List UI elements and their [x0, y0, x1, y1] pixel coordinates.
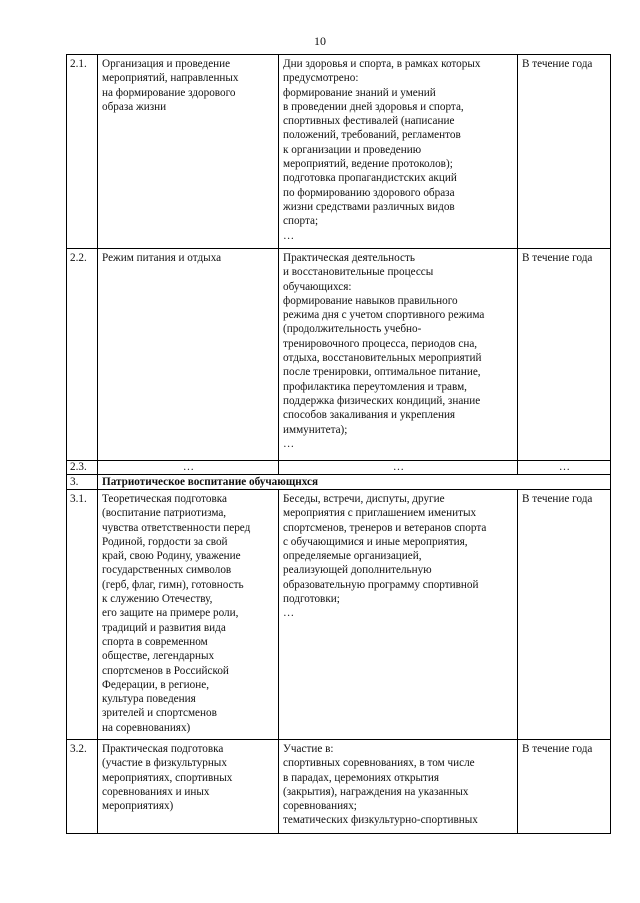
table-row — [67, 475, 611, 490]
cell-line: край, свою Родину, уважение — [102, 550, 241, 563]
row-number: 2.2. — [67, 249, 98, 461]
cell-line: соревнованиях и иных — [102, 785, 210, 798]
cell-line: (продолжительность учебно- — [283, 323, 422, 336]
cell-line: отдыха, восстановительных мероприятий — [283, 352, 482, 365]
cell-line: Беседы, встречи, диспуты, другие — [283, 493, 445, 505]
cell-line: тренировочного процесса, периодов сна, — [283, 337, 478, 350]
activity-period: … — [518, 461, 611, 475]
cell-line: к служению Отечеству, — [102, 593, 213, 606]
cell-line: его защите на примере роли, — [102, 607, 239, 620]
cell-line: жизни средствами различных видов — [283, 200, 455, 213]
cell-line: (герб, флаг, гимн), готовность — [102, 578, 244, 591]
plan-table — [66, 54, 611, 834]
row-number: 2.3. — [67, 461, 98, 475]
cell-line: культура поведения — [102, 693, 196, 706]
cell-line: (закрытия), награждения на указанных — [283, 785, 469, 798]
cell-line: зрителей и спортсменов — [102, 707, 217, 720]
cell-line: Участие в: — [283, 743, 334, 755]
cell-line: спорта в современном — [102, 635, 208, 648]
activity-content: … — [279, 461, 518, 475]
cell-line: по формированию здорового образа — [283, 186, 455, 199]
cell-line: определяемые организацией, — [283, 550, 422, 563]
activity-period: В течение года — [518, 55, 611, 249]
activity-name: … — [98, 461, 279, 475]
cell-line: положений, требований, регламентов — [283, 129, 461, 142]
cell-line: на соревнованиях) — [102, 721, 191, 734]
row-number: 2.1. — [67, 55, 98, 249]
cell-line: традиций и развития вида — [102, 621, 226, 634]
cell-line: мероприятий, направленных — [102, 72, 239, 85]
table-row — [67, 249, 611, 461]
cell-line: спорта; — [283, 215, 319, 228]
cell-line: формирование навыков правильного — [283, 294, 458, 307]
activity-content — [279, 55, 518, 249]
cell-line: мероприятиях) — [102, 800, 174, 813]
cell-line: подготовка пропагандистских акций — [283, 172, 457, 185]
cell-line: поддержка физических кондиций, знание — [283, 394, 481, 407]
cell-line: … — [283, 437, 295, 450]
cell-line: мероприятиях, спортивных — [102, 771, 233, 784]
cell-line: после тренировки, оптимальное питание, — [283, 366, 481, 379]
cell-line: спортсменов, тренеров и ветеранов спорта — [283, 521, 487, 534]
row-number: 3.2. — [67, 740, 98, 834]
activity-name — [98, 490, 279, 740]
activity-content — [279, 249, 518, 461]
cell-line: подготовки; — [283, 593, 340, 606]
cell-line: соревнованиях; — [283, 800, 357, 813]
cell-line: образа жизни — [102, 100, 167, 113]
cell-line: Родиной, гордости за свой — [102, 535, 228, 548]
cell-line: Федерации, в регионе, — [102, 678, 209, 691]
page-number: 10 — [314, 34, 326, 48]
activity-period: В течение года — [518, 249, 611, 461]
cell-line: Организация и проведение — [102, 58, 231, 70]
cell-line: с обучающимися и иные мероприятия, — [283, 535, 468, 548]
cell-line: Теоретическая подготовка — [102, 493, 227, 505]
cell-line: в парадах, церемониях открытия — [283, 771, 440, 784]
cell-line: обществе, легендарных — [102, 650, 215, 663]
cell-line: предусмотрено: — [283, 72, 359, 85]
cell-line: (воспитание патриотизма, — [102, 507, 227, 520]
cell-line: и восстановительные процессы — [283, 266, 434, 279]
cell-line: (участие в физкультурных — [102, 757, 227, 770]
activity-name — [98, 740, 279, 834]
cell-line: обучающихся: — [283, 280, 352, 293]
cell-line: профилактика переутомления и травм, — [283, 380, 467, 393]
cell-line: образовательную программу спортивной — [283, 578, 479, 591]
row-number: 3. — [67, 475, 98, 490]
cell-line: … — [283, 607, 295, 620]
cell-line: спортивных соревнованиях, в том числе — [283, 757, 475, 770]
cell-line: формирование знаний и умений — [283, 86, 436, 99]
cell-line: режима дня с учетом спортивного режима — [283, 309, 485, 322]
cell-line: на формирование здорового — [102, 86, 236, 99]
table-row — [67, 490, 611, 740]
row-number: 3.1. — [67, 490, 98, 740]
cell-line: Дни здоровья и спорта, в рамках которых — [283, 58, 481, 70]
cell-line: способов закаливания и укрепления — [283, 409, 456, 422]
cell-line: спортсменов в Российской — [102, 664, 229, 677]
cell-line: … — [283, 229, 295, 242]
table-row — [67, 740, 611, 834]
section-title: Патриотическое воспитание обучающнхся — [98, 475, 611, 490]
cell-line: государственных символов — [102, 564, 232, 577]
cell-line: мероприятий, ведение протоколов); — [283, 158, 453, 171]
cell-line: реализующей дополнительную — [283, 564, 432, 577]
table-row — [67, 461, 611, 475]
cell-line: мероприятия с приглашением именитых — [283, 507, 477, 520]
table-row — [67, 55, 611, 249]
activity-content — [279, 740, 518, 834]
activity-content — [279, 490, 518, 740]
activity-period: В течение года — [518, 490, 611, 740]
activity-period: В течение года — [518, 740, 611, 834]
cell-line: Практическая подготовка — [102, 743, 224, 755]
cell-line: спортивных фестивалей (написание — [283, 115, 455, 128]
cell-line: иммунитета); — [283, 423, 348, 436]
cell-line: чувства ответственности перед — [102, 521, 251, 534]
activity-name — [98, 55, 279, 249]
cell-line: к организации и проведению — [283, 143, 422, 156]
cell-line: Практическая деятельность — [283, 252, 415, 264]
cell-line: в проведении дней здоровья и спорта, — [283, 100, 464, 113]
activity-name — [98, 249, 279, 461]
cell-line: тематических физкультурно-спортивных — [283, 814, 478, 827]
cell-line: Режим питания и отдыха — [102, 252, 222, 264]
